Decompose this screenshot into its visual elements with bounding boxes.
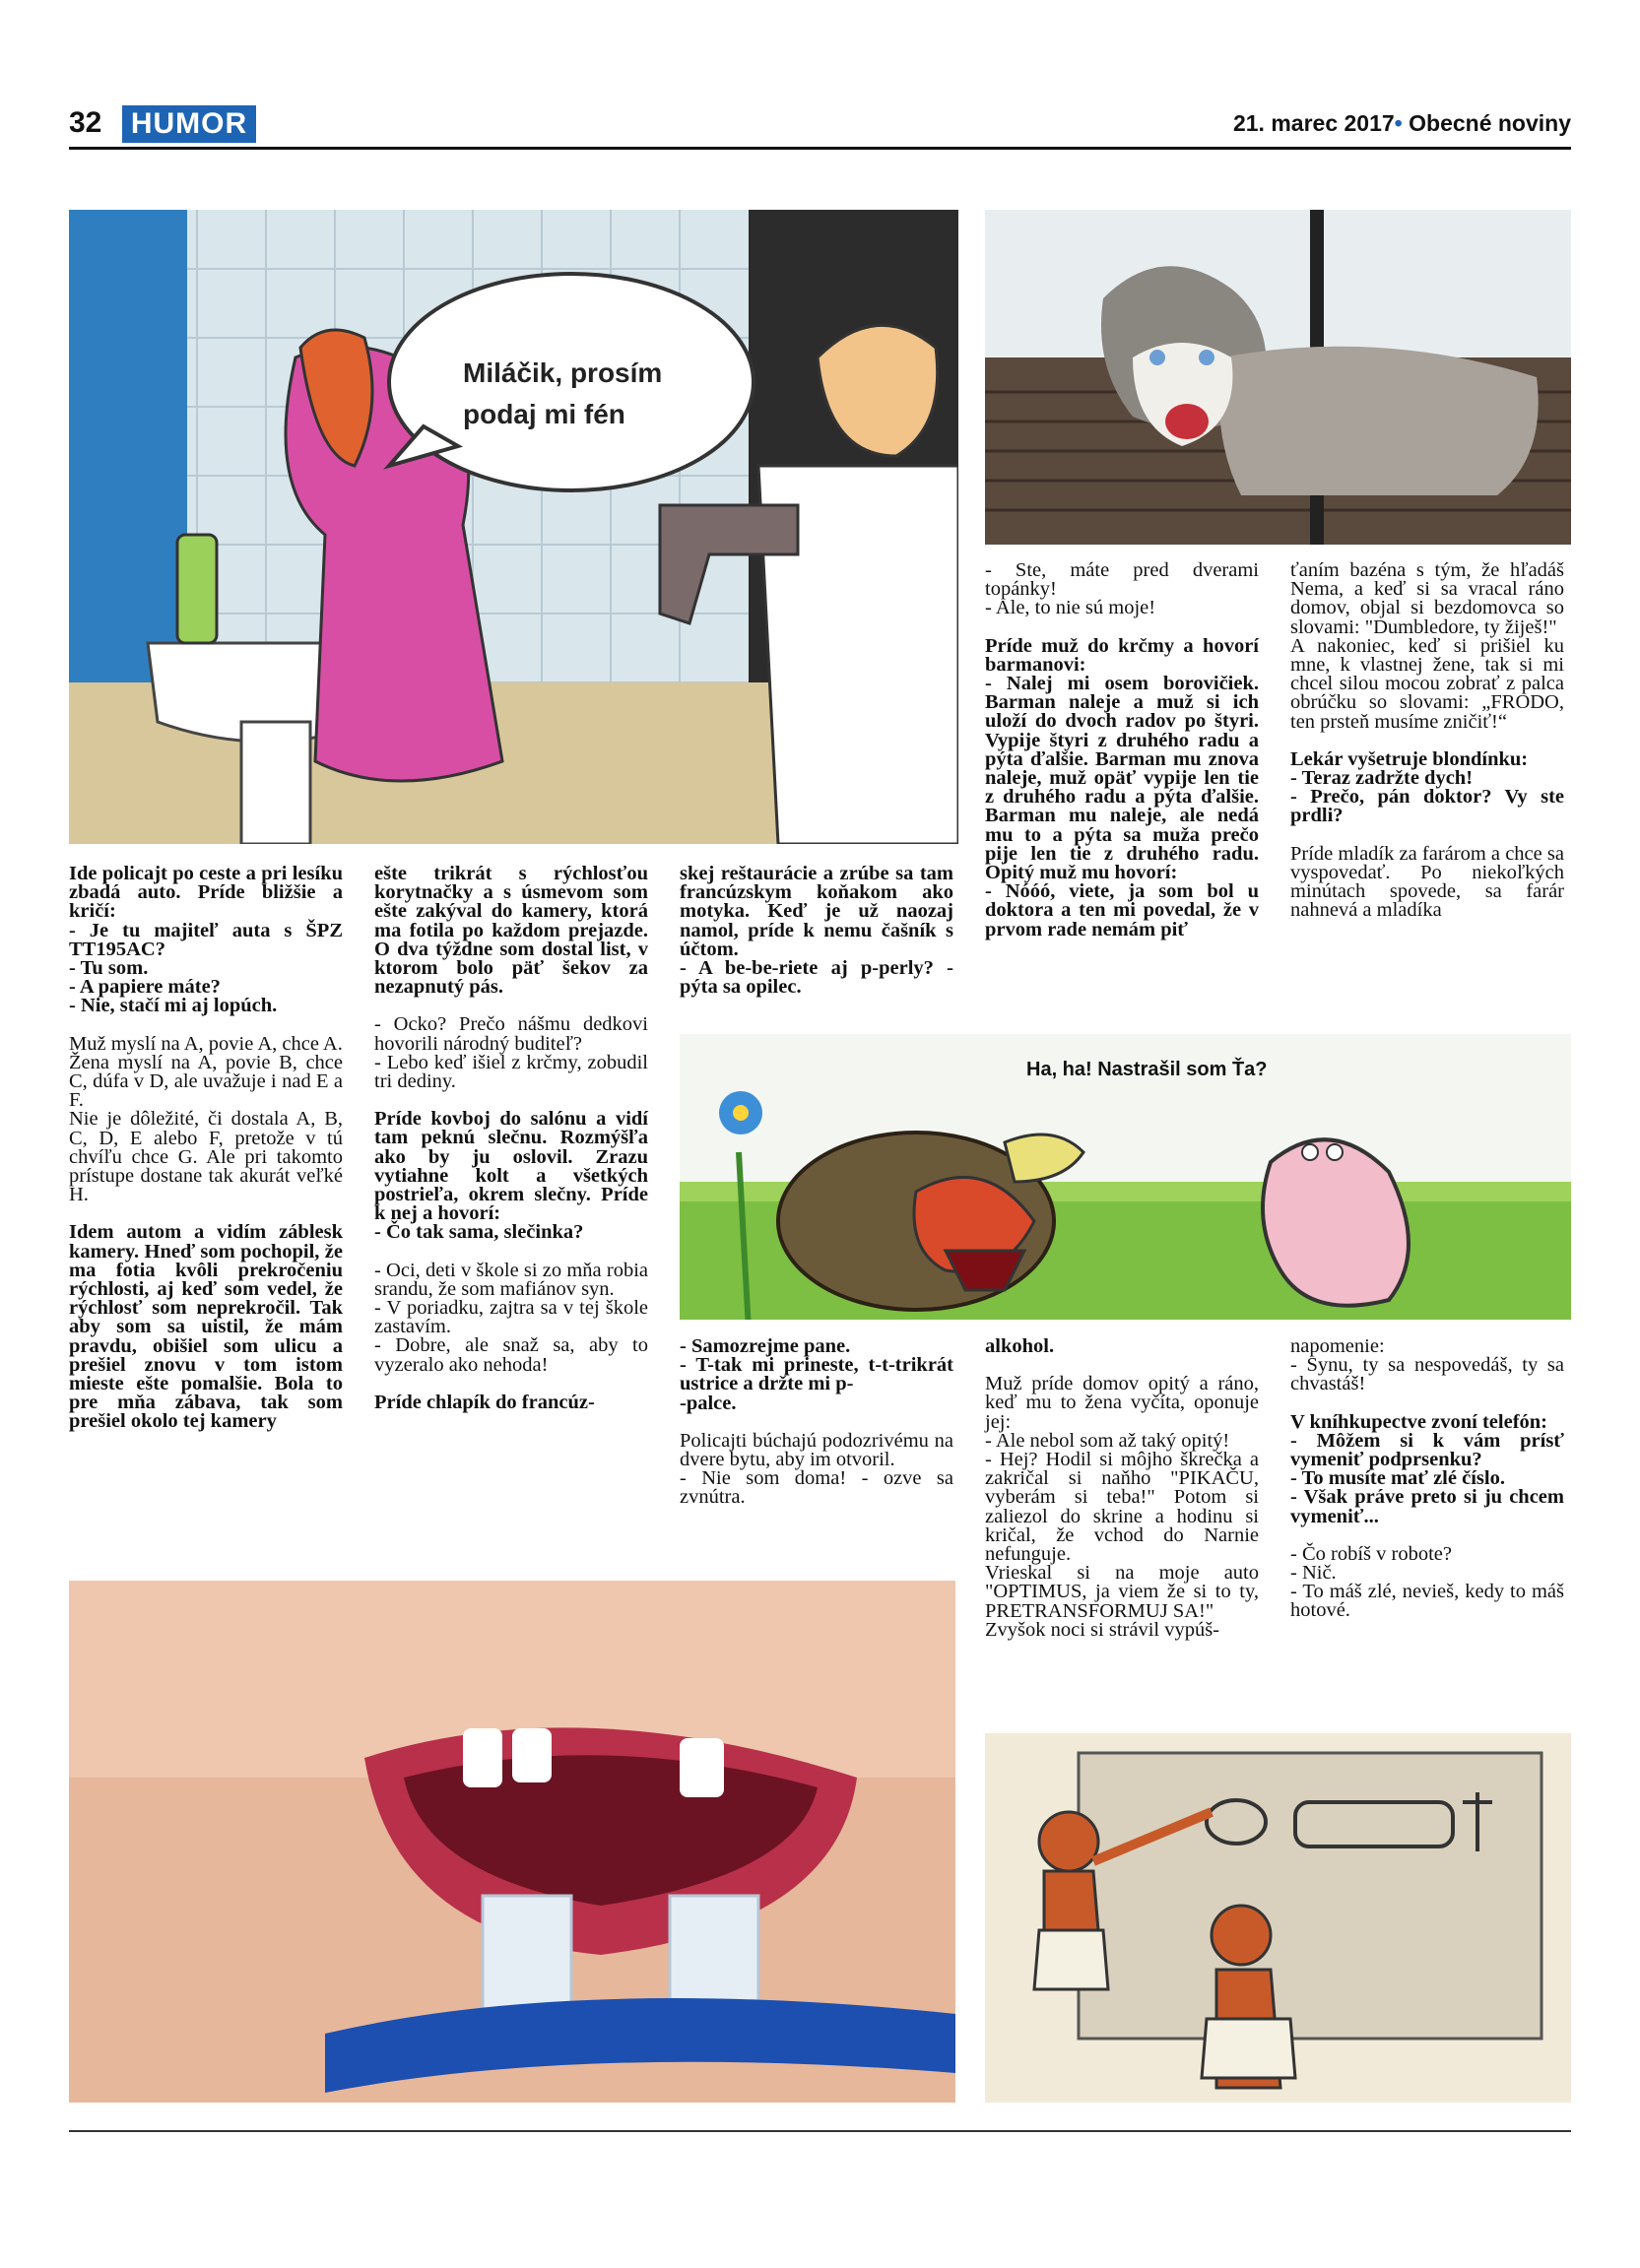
joke-speed-camera: Idem autom a vidím záblesk kamery. Hneď som pochopil, že ma fotia kvôli prekročeniu rýchlosti, aj keď som vedel, že rýchlosť som neprekročil. Tak aby som sa uistil, že mám pravdu, obišiel som ulicu a prešiel znovu v tom istom mieste ešte pomalšie. Bola to pre mňa zábava, tak som prešiel okolo tej kamery xyxy=(69,1221,343,1433)
text-line: - Čo robíš v robote? xyxy=(1290,1542,1452,1565)
speech-line-2: podaj mi fén xyxy=(463,399,625,429)
joke-drunk-husband xyxy=(985,1375,1259,1640)
text-line: - Tu som. xyxy=(69,957,149,980)
text-line: - Prečo, pán doktor? Vy ste prdli? xyxy=(1290,786,1564,827)
text-line: - Nóóó, viete, ja som bol u doktora a ten mi povedal, že v prvom rade nemám piť xyxy=(985,880,1259,940)
joke-police-forest xyxy=(69,865,343,1016)
hedgehog-cartoon xyxy=(680,1034,1571,1320)
column-1 xyxy=(69,865,343,1432)
column-5-top xyxy=(1290,561,1564,920)
husky-photo xyxy=(985,210,1571,545)
text-line: - Ale nebol som až taký opitý! xyxy=(985,1429,1230,1452)
text-line: - A be-be-riete aj p-perly? - pýta sa opilec. xyxy=(680,957,953,999)
text-line: Nie je dôležité, či dostala A, B, C, D, E alebo F, pretože v tú chvíľu chce G. Ale pri takomto prístupe dostane tak akurát veľké H. xyxy=(69,1108,343,1206)
text-line: skej reštaurácie a zrúbe sa tam francúzskym koňakom ako motyka. Keď je už naozaj namol, príde k nemu čašník s účtom. xyxy=(680,863,953,960)
header-rule xyxy=(69,147,1571,150)
joke-frodo: A nakoniec, keď si prišiel ku mne, k vlastnej žene, tak si mi chcel silou mocou zobrať z palca obrúčku so slovami: „FRODO, ten prsteň musíme zničiť!“ xyxy=(1290,634,1564,733)
page-number: 32 xyxy=(69,106,102,139)
text-line: - Ste, máte pred dverami topánky! xyxy=(985,559,1259,601)
section-label: HUMOR xyxy=(122,105,256,143)
text-line: Žena myslí na A, povie B, chce C, dúfa v D, ale uvažuje i nad E a F. xyxy=(69,1051,343,1112)
text-line: - Teraz zadržte dych! xyxy=(1290,767,1474,790)
joke-work xyxy=(1290,1542,1564,1622)
joke-confession-end xyxy=(1290,1337,1564,1394)
joke-police-door xyxy=(680,1429,953,1509)
text-line: -palce. xyxy=(680,1392,737,1414)
text-line: Ide policajt po ceste a pri lesíku zbadá auto. Príde bližšie a kričí: xyxy=(69,863,343,923)
joke-mafia-son xyxy=(374,1259,648,1376)
text-line: Príde kovboj do salónu a vidí tam peknú slečnu. Rozmýšľa ako by ju oslovil. Zrazu vytiahne kolt a všetkých postrieľa, okrem slečny. Príde k nej a hovorí: xyxy=(374,1108,648,1225)
text-line: - Hej? Hodil si môjho škrečka a zakričal si naňho "PIKAČU, vyberám si teba!" Potom si zaliezol do skrine a hodinu si kričal, že vchod do Narnie nefunguje. xyxy=(985,1449,1259,1566)
joke-confession-start: Príde mladík za farárom a chce sa vyspovedať. Po niekoľkých minútach spovede, sa farár nahnevá a mladíka xyxy=(1290,842,1564,922)
column-3-bottom xyxy=(680,1337,953,1508)
column-4-bottom xyxy=(985,1337,1259,1640)
joke-french-restaurant xyxy=(680,865,953,997)
text-line: Muž myslí na A, povie A, chce A. xyxy=(69,1032,343,1055)
hedgehog-speech: Ha, ha! Nastrašil som Ťa? xyxy=(1026,1059,1268,1080)
text-line: - Ale, to nie sú moje! xyxy=(985,597,1156,619)
text-line: - Je tu majiteľ auta s ŠPZ TT195AC? xyxy=(69,919,343,960)
text-line: - V poriadku, zajtra sa v tej škole zastavím. xyxy=(374,1297,648,1338)
text-line: V kníhkupectve zvoní telefón: xyxy=(1290,1410,1548,1433)
separator-dot: • xyxy=(1394,110,1403,136)
joke-cowboy xyxy=(374,1110,648,1242)
text-line: - Nie, stačí mi aj lopúch. xyxy=(69,995,278,1017)
text-line: Muž príde domov opitý a ráno, keď mu to žena vyčíta, oponuje jej: xyxy=(985,1373,1259,1433)
footer-rule xyxy=(69,2130,1571,2132)
text-line: - Nie som doma! - ozve sa zvnútra. xyxy=(680,1467,953,1509)
publication-name: Obecné noviny xyxy=(1409,110,1571,136)
bathroom-cartoon xyxy=(69,210,958,844)
joke-blonde-doctor xyxy=(1290,747,1564,827)
text-line: - Nalej mi osem borovičiek. Barman naleje a muž si ich uloží do dvoch radov po štyri. Vypije štyri z druhého radu a pýta ďalšie. Barman mu znova naleje, muž opäť vypije len tie z druhého radu a pýta ďalšie. Barman mu naleje, ale nedá mu to a pýta sa muža prečo pije len tie z druhého radu. Opitý muž mu hovorí: xyxy=(985,673,1259,884)
text-line: - Čo tak sama, slečinka? xyxy=(374,1221,584,1244)
text-line: - A papiere máte? xyxy=(69,976,221,999)
text-line: - Lebo keď išiel z krčmy, zobudil tri dediny. xyxy=(374,1051,648,1093)
issue-date: 21. marec 2017 xyxy=(1232,110,1395,136)
joke-bar-first-row xyxy=(985,634,1259,940)
text-line: - Samozrejme pane. xyxy=(680,1335,851,1357)
text-line: - Oci, deti v škole si zo mňa robia srandu, že som mafiánov syn. xyxy=(374,1259,648,1300)
egyptians-cartoon xyxy=(985,1733,1571,2103)
text-line: - Nič. xyxy=(1290,1562,1337,1585)
text-line: Zvyšok noci si strávil vypúš- xyxy=(985,1618,1220,1641)
text-line: - Dobre, ale snaž sa, aby to vyzeralo ako nehoda! xyxy=(374,1334,648,1376)
column-3-top xyxy=(680,865,953,997)
text-line: Policajti búchajú podozrivému na dvere bytu, aby im otvoril. xyxy=(680,1429,953,1471)
speech-line-1: Miláčik, prosím xyxy=(463,357,663,388)
text-line: - Ocko? Prečo nášmu dedkovi hovorili národný buditeľ? xyxy=(374,1013,648,1055)
column-4-top xyxy=(985,561,1259,940)
text-line: - T-tak mi prineste, t-t-trikrát ustrice a držte mi p- xyxy=(680,1354,953,1395)
text-line: Príde muž do krčmy a hovorí barmanovi: xyxy=(985,634,1259,676)
column-2 xyxy=(374,865,648,1412)
joke-shoes xyxy=(985,561,1259,618)
masthead-info xyxy=(1233,110,1571,137)
joke-man-woman-abc xyxy=(69,1032,343,1206)
text-line: - To musíte mať zlé číslo. xyxy=(1290,1467,1505,1490)
text-line: - Však práve preto si ju chcem vymeniť... xyxy=(1290,1486,1564,1527)
text-line: Lekár vyšetruje blondínku: xyxy=(1290,747,1529,770)
text-line: - Môžem si k vám prísť vymeniť podprsenku? xyxy=(1290,1429,1564,1471)
joke-french-restaurant-end xyxy=(680,1337,953,1413)
joke-grandpa xyxy=(374,1015,648,1091)
joke-speed-camera-cont: ešte trikrát s rýchlosťou korytnačky a s úsmevom som ešte zakýval do kamery, ktorá ma fotila po každom prejazde. O dva týždne som dostal list, v ktorom bolo päť šekov za nezapnutý pás. xyxy=(374,863,648,999)
text-line: - To máš zlé, nevieš, kedy to máš hotové. xyxy=(1290,1581,1564,1622)
text-line: napomenie: xyxy=(1290,1335,1385,1357)
joke-bar-end: alkohol. xyxy=(985,1335,1055,1357)
joke-bookstore xyxy=(1290,1410,1564,1527)
text-line: - Synu, ty sa nespovedáš, ty sa chvastáš! xyxy=(1290,1354,1564,1395)
joke-drunk-husband-end: ťaním bazéna s tým, že hľadáš Nema, a keď si sa vracal ráno domov, objal si bezdomovca so slovami: "Dumbledore, ty žiješ!" xyxy=(1290,559,1564,638)
joke-french-restaurant-start: Príde chlapík do francúz- xyxy=(374,1391,595,1413)
column-5-bottom xyxy=(1290,1337,1564,1621)
toothbrush-photo xyxy=(69,1581,955,2103)
text-line: Vrieskal si na moje auto "OPTIMUS, ja viem že si to ty, PRETRANSFORMUJ SA!" xyxy=(985,1562,1259,1622)
